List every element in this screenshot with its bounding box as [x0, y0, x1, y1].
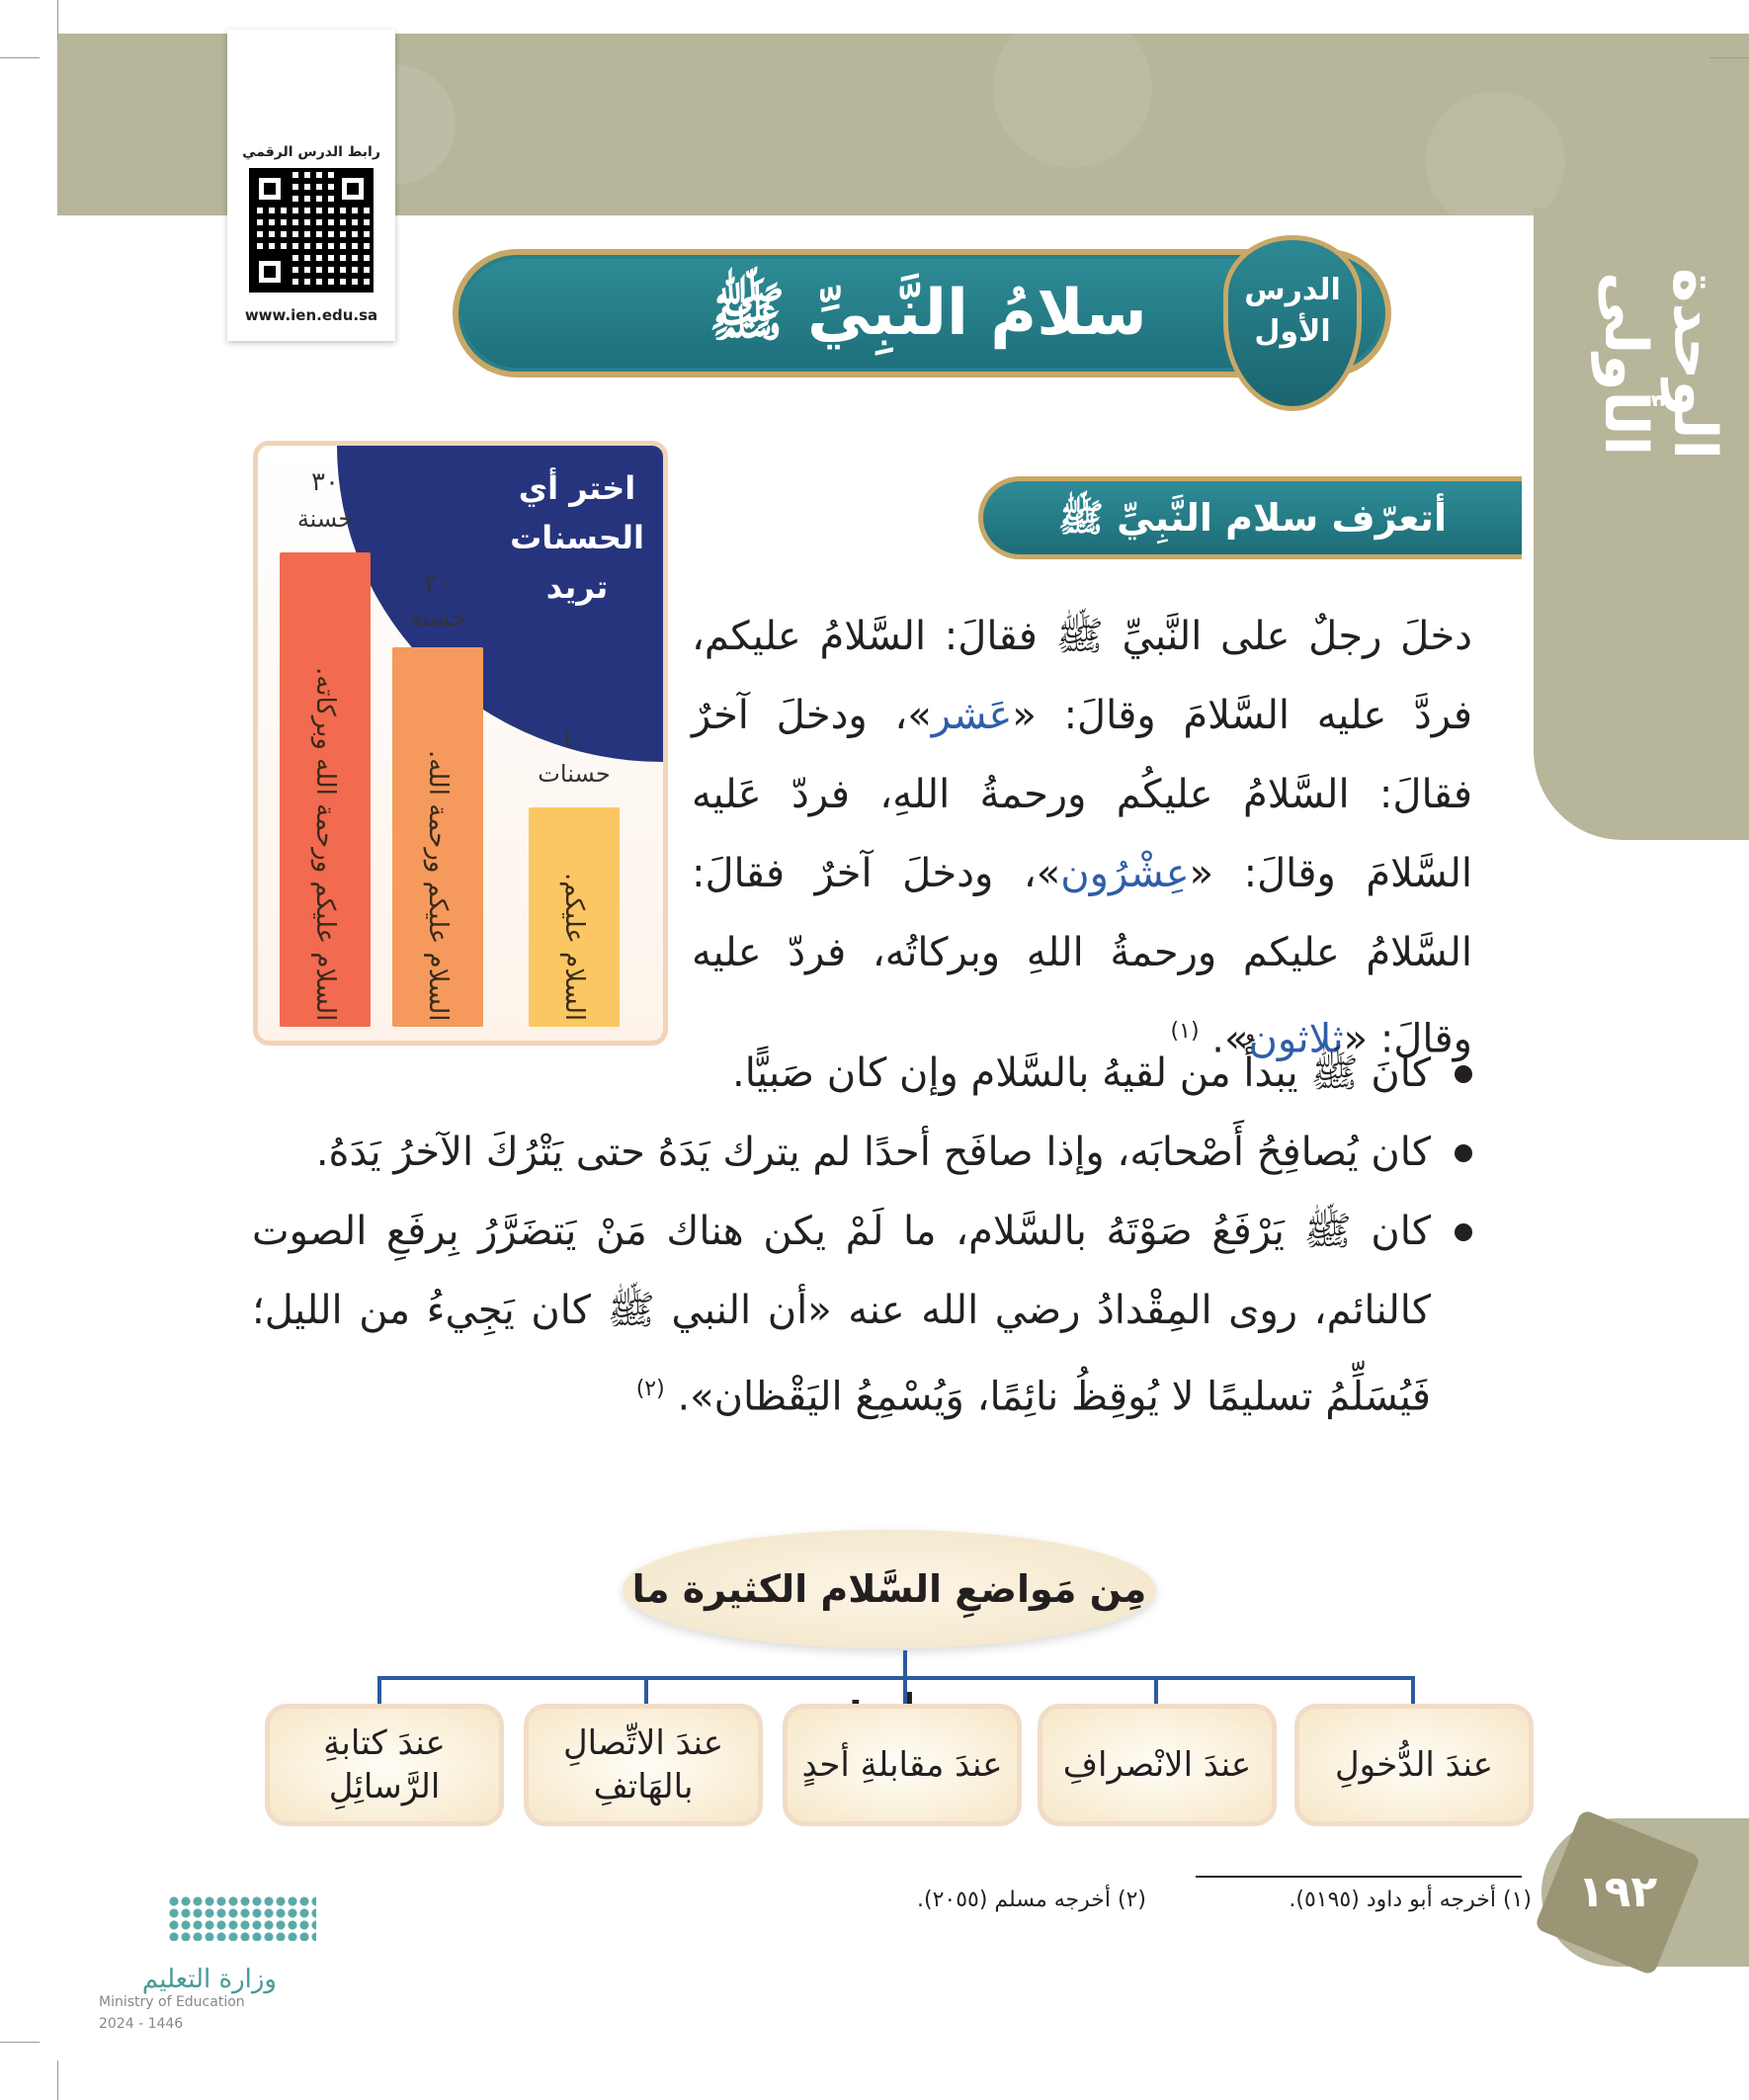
- qr-code-icon[interactable]: [249, 168, 374, 293]
- place-card: عندَ مقابلةِ أحدٍ: [783, 1704, 1022, 1826]
- qr-eye-icon: [253, 255, 287, 289]
- place-card: عندَ كتابةِ الرَّسائِلِ: [265, 1704, 504, 1826]
- qr-eye-icon: [253, 172, 287, 206]
- qr-card[interactable]: [227, 30, 395, 341]
- chart-question: [503, 463, 651, 612]
- bar-label: السلام عليكم.: [559, 872, 589, 1021]
- lesson-badge-line2: الأول: [1254, 314, 1331, 349]
- bar-caption: حسنة: [409, 604, 466, 631]
- hasanat-chart: [253, 441, 668, 1046]
- footnote-ref: (٢): [635, 1377, 665, 1401]
- tree-connector: [377, 1676, 381, 1706]
- bullet-item: [252, 1034, 1472, 1113]
- story-text: »، ودخلَ آخرٌ فقالَ: السَّلامُ عليكم ورحمةُ اللهِ وبركاتُه، فردّ عليه وقالَ: «: [692, 851, 1472, 1062]
- crop-mark: [0, 57, 40, 58]
- highlight-word: عِشْرُون: [1060, 851, 1190, 896]
- crop-mark: [1709, 57, 1749, 58]
- story-paragraph: [692, 597, 1472, 1078]
- ministry-year: 2024 - 1446: [99, 2016, 184, 2032]
- bullet-list: [252, 1034, 1472, 1436]
- bar-label: السلام عليكم ورحمة الله.: [423, 749, 453, 1021]
- tree-connector: [1411, 1676, 1415, 1706]
- bar-number: ١٠: [560, 724, 588, 754]
- section-title: أتعرّف سلام النَّبِيِّ ﷺ: [978, 476, 1522, 559]
- story-text: دخلَ رجلٌ على النَّبيِّ ﷺ فقالَ: السَّلامُ عليكم، فردَّ عليه السَّلامَ وقالَ: «: [692, 614, 1472, 738]
- bar-10: [529, 807, 620, 1027]
- footnote-2: (٢) أخرجه مسلم (٢٠٥٥).: [917, 1888, 1146, 1912]
- bar-label: السلام عليكم ورحمة الله وبركاته.: [310, 666, 340, 1021]
- crop-mark: [57, 0, 58, 40]
- footnote-divider: [1196, 1876, 1522, 1878]
- qr-label: رابط الدرس الرقمي: [242, 144, 380, 160]
- bullet-item: [252, 1192, 1472, 1436]
- tree-connector: [903, 1676, 907, 1706]
- chart-question-line: اختر أي: [518, 469, 636, 507]
- places-heading: مِن مَواضعِ السَّلام الكثيرة ما: [623, 1530, 1156, 1648]
- page-number: ١٩٢: [1577, 1867, 1658, 1917]
- ministry-name-ar: وزارة التعليم: [141, 1965, 277, 1994]
- lesson-title: سلامُ النَّبِيِّ ﷺ: [708, 277, 1147, 350]
- bullet-item: [252, 1113, 1472, 1192]
- story-text: ».: [1211, 1016, 1249, 1062]
- chart-question-line: الحسنات: [510, 519, 644, 556]
- bar-number: ٢٠: [424, 568, 452, 598]
- chart-question-line: تريد: [545, 568, 609, 606]
- ministry-logo-icon: [168, 1895, 316, 1941]
- place-card: عندَ الانْصرافِ: [1038, 1704, 1277, 1826]
- bullet-text: كانَ ﷺ يبدأُ من لقيهُ بالسَّلام وإن كان صَبيًّا.: [731, 1050, 1431, 1096]
- bullet-text: كان يُصافِحُ أَصْحابَه، وإذا صافَح أحدًا لم يترك يَدَهُ حتى يَتْرُكَ الآخرُ يَدَهُ.: [315, 1130, 1431, 1175]
- tree-connector: [1154, 1676, 1158, 1706]
- bar-number: ٣٠: [311, 467, 339, 497]
- highlight-word: ثلاثون: [1248, 1016, 1344, 1062]
- place-card: عندَ الدُّخولِ: [1294, 1704, 1534, 1826]
- bar-30: [280, 552, 371, 1027]
- bullet-text: كان ﷺ يَرْفَعُ صَوْتَهُ بالسَّلام، ما لَمْ يكن هناك مَنْ يَتضَرَّرُ بِرفَعِ الصوت كالنائم، روى المِقْدادُ رضي الله عنه «أن النبي ﷺ كان يَجِيءُ من الليل؛ فَيُسَلِّمُ تسليمًا لا يُوقِظُ نائِمًا، وَيُسْمِعُ اليَقْظان».: [252, 1209, 1431, 1420]
- footnote-1: (١) أخرجه أبو داود (٥١٩٥).: [1289, 1888, 1532, 1912]
- bar-20: [392, 647, 483, 1027]
- tree-connector: [377, 1676, 1415, 1680]
- highlight-word: عَشر: [931, 693, 1013, 738]
- story-text: »، ودخلَ آخرٌ فقالَ: السَّلامُ عليكُم ورحمةُ اللهِ، فردّ عَليه السَّلامَ وقالَ: «: [692, 693, 1472, 896]
- qr-eye-icon: [336, 172, 370, 206]
- place-card: عندَ الاتِّصالِ بالهَاتفِ: [524, 1704, 763, 1826]
- unit-title: الوحدة الأولى: [1591, 267, 1729, 461]
- crop-mark: [0, 2042, 40, 2043]
- bar-caption: حسنات: [538, 760, 611, 788]
- crop-mark: [57, 2060, 58, 2100]
- ministry-name-en: Ministry of Education: [99, 1994, 245, 2010]
- bar-caption: حسنة: [296, 505, 354, 533]
- tree-connector: [644, 1676, 648, 1706]
- lesson-badge: [1223, 235, 1362, 411]
- lesson-badge-line1: الدرس: [1244, 273, 1341, 307]
- footnote-ref: (١): [1170, 1019, 1200, 1044]
- qr-url[interactable]: www.ien.edu.sa: [244, 306, 378, 324]
